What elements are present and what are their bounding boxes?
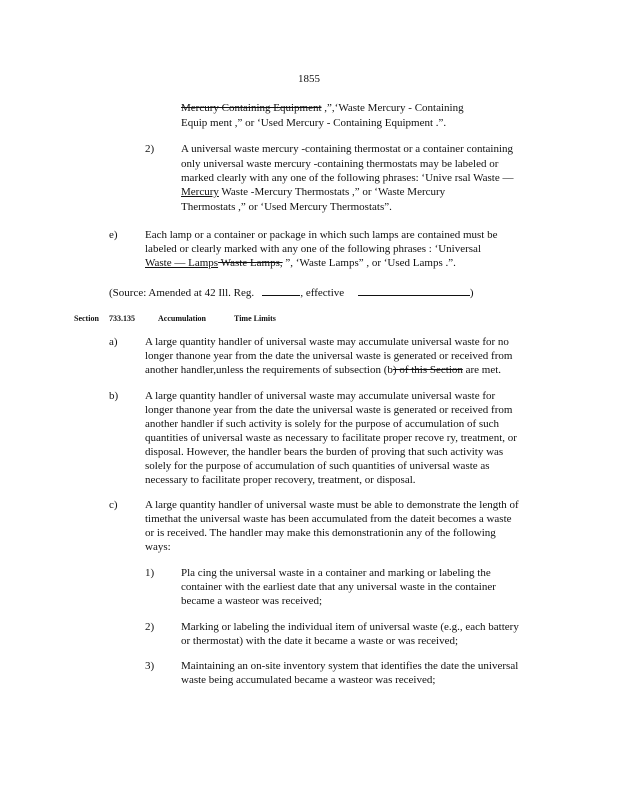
- text: ,”,‘Waste Mercury - Containing: [321, 102, 464, 114]
- underlined-text: Waste — Lamps: [145, 257, 219, 269]
- item-b-line-7: necessary to facilitate proper recovery, treatment, or disposal.: [145, 474, 416, 486]
- item-c-number: c): [109, 499, 118, 511]
- section-label: Section: [74, 314, 99, 323]
- top-line-1: [181, 102, 464, 115]
- text: ”, ‘Waste Lamps” , or ‘Used Lamps .”.: [282, 257, 456, 269]
- top-line-2: Equip ment ,” or ‘Used Mercury - Containing Equipment .”.: [181, 117, 447, 129]
- text: another handler,unless the requirements of subsection (b: [145, 364, 393, 376]
- item-2-line-3: marked clearly with any one of the following phrases: ‘Unive rsal Waste —: [181, 172, 514, 184]
- sub-1-number: 1): [145, 567, 155, 579]
- item-e-number: e): [109, 229, 118, 241]
- section-number: 733.135: [109, 314, 135, 323]
- item-e-line-1: Each lamp or a container or package in which such lamps are contained must be: [145, 229, 498, 241]
- sub-3-line-1: Maintaining an on-site inventory system that identifies the date the universal: [181, 660, 519, 672]
- item-2-line-5: Thermostats ,” or ‘Used Mercury Thermostats”.: [181, 201, 392, 213]
- struck-text: Waste Lamps,: [218, 257, 283, 269]
- item-b-line-2: longer thanone year from the date the universal waste is generated or received from: [145, 404, 513, 416]
- item-2-line-2: only universal waste mercury -containing thermostats may be labeled or: [181, 158, 499, 170]
- sub-1-line-2: container with the earliest date that any universal waste in the container: [181, 581, 496, 593]
- sub-2-line-2: or thermostat) with the date it became a waste or was received;: [181, 635, 459, 647]
- item-c-line-3: or is received. The handler may make this demonstrationin any of the following: [145, 527, 496, 539]
- item-a-number: a): [109, 336, 118, 348]
- section-title-part-2: Time Limits: [234, 314, 276, 323]
- item-2-line-4: [181, 186, 445, 199]
- sub-1-line-1: Pla cing the universal waste in a container and marking or labeling the: [181, 567, 491, 579]
- struck-text: ) of this Section: [392, 364, 463, 376]
- source-note: [109, 285, 474, 300]
- underlined-text: Mercury: [181, 186, 219, 198]
- struck-text: Mercury Containing Equipment: [181, 102, 322, 114]
- item-b-line-3: another handler if such activity is solely for the purpose of accumulation of such: [145, 418, 500, 430]
- text: are met.: [462, 364, 502, 376]
- source-amended: (Source: Amended at 42 Ill. Reg.: [109, 287, 255, 299]
- source-close: ): [469, 287, 474, 299]
- item-b-line-4: quantities of universal waste as necessary to facilitate proper recove ry, treatment, or: [145, 432, 517, 444]
- sub-1-line-3: became a wasteor was received;: [181, 595, 323, 607]
- item-a-line-1: A large quantity handler of universal waste may accumulate universal waste for no: [145, 336, 509, 348]
- item-c-line-2: timethat the universal waste has been accumulated from the dateit becomes a waste: [145, 513, 512, 525]
- item-c-line-1: A large quantity handler of universal waste must be able to demonstrate the length of: [145, 499, 519, 511]
- item-b-number: b): [109, 390, 119, 402]
- item-b-line-5: disposal. However, the handler bears the burden of proving that such activity was: [145, 446, 504, 458]
- sub-3-line-2: waste being accumulated became a wasteor was received;: [181, 674, 436, 686]
- reg-blank: [262, 285, 300, 296]
- page-number: 1855: [298, 73, 320, 85]
- section-title-part-1: Accumulation: [158, 314, 206, 323]
- item-2-number: 2): [145, 143, 155, 155]
- item-a-line-2: longer thanone year from the date the universal waste is generated or received from: [145, 350, 513, 362]
- item-c-line-4: ways:: [145, 541, 171, 553]
- date-blank: [358, 285, 470, 296]
- item-e-line-3: [145, 257, 456, 270]
- item-e-line-2: labeled or clearly marked with any one of the following phrases : ‘Universal: [145, 243, 481, 255]
- sub-2-line-1: Marking or labeling the individual item of universal waste (e.g., each battery: [181, 621, 519, 633]
- item-a-line-3: [145, 364, 501, 377]
- text: Waste -Mercury Thermostats ,” or ‘Waste Mercury: [218, 186, 446, 198]
- item-b-line-6: solely for the purpose of accumulation of such quantities of universal waste as: [145, 460, 490, 472]
- item-b-line-1: A large quantity handler of universal waste may accumulate universal waste for: [145, 390, 496, 402]
- source-effective: , effective: [300, 287, 345, 299]
- sub-3-number: 3): [145, 660, 155, 672]
- item-2-line-1: A universal waste mercury -containing thermostat or a container containing: [181, 143, 514, 155]
- sub-2-number: 2): [145, 621, 155, 633]
